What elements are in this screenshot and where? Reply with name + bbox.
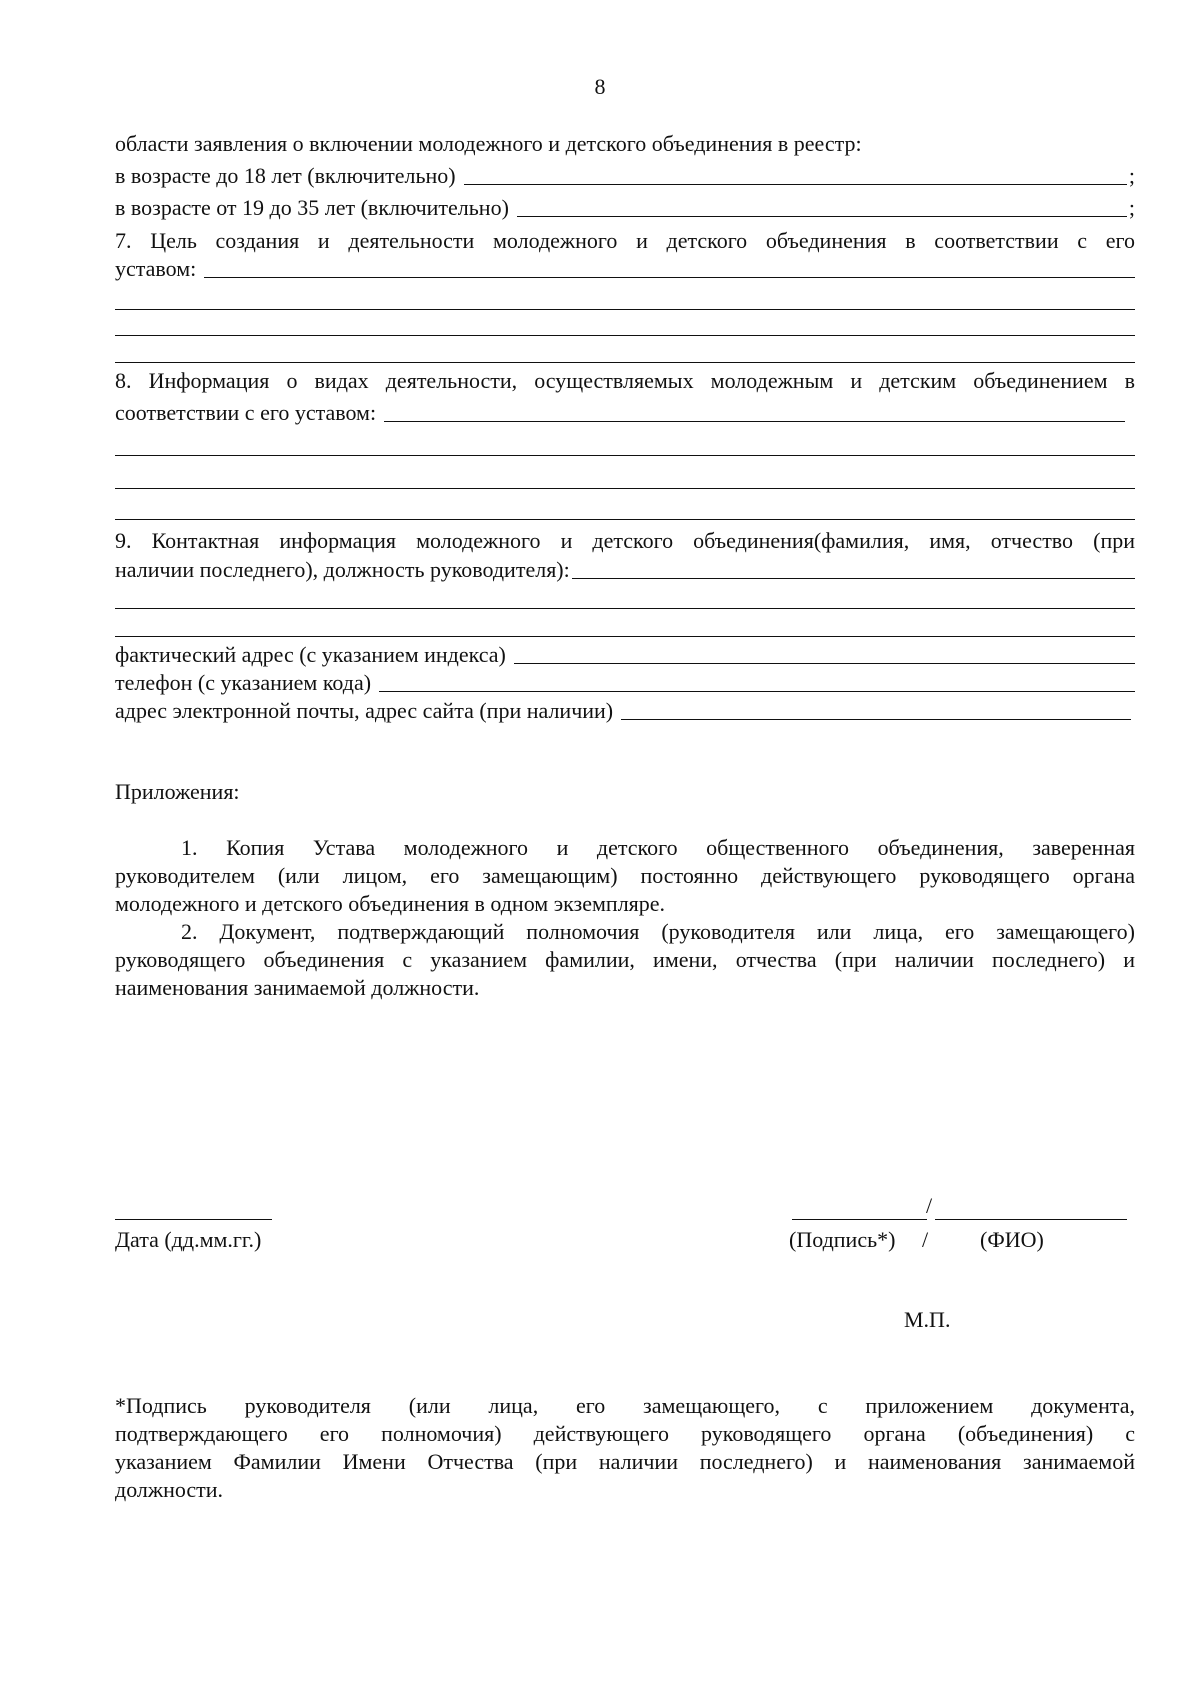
item9-blank-line[interactable] xyxy=(115,608,1135,609)
item8-blank-line[interactable] xyxy=(115,488,1135,489)
attachments-heading: Приложения: xyxy=(115,779,240,804)
footnote-line: указанием Фамилии Имени Отчества (при наличии последнего) и наименования занимаемой xyxy=(115,1449,1135,1474)
attachment-2-line: наименования занимаемой должности. xyxy=(115,975,480,1000)
address-blank[interactable] xyxy=(514,662,1135,664)
address-label: фактический адрес (с указанием индекса) xyxy=(115,642,506,667)
page-number: 8 xyxy=(594,74,606,99)
item8-blank-line[interactable] xyxy=(115,519,1135,520)
email-site-blank[interactable] xyxy=(621,718,1131,720)
item8-blank-line[interactable] xyxy=(115,455,1135,456)
attachment-2-line: руководящего объединения с указанием фамилии, имени, отчества (при наличии последнего) и xyxy=(115,947,1135,972)
phone-field xyxy=(115,670,1135,696)
date-blank-line[interactable] xyxy=(115,1219,272,1220)
footnote-line: *Подпись руководителя (или лица, его замещающего, с приложением документа, xyxy=(115,1393,1135,1418)
item7-line1: 7. Цель создания и деятельности молодежного и детского объединения в соответствии с его xyxy=(115,228,1135,253)
attachment-1-line: руководителем (или лицом, его замещающим) постоянно действующего руководящего органа xyxy=(115,863,1135,888)
footnote xyxy=(115,1392,1135,1504)
age-field-label: в возрасте от 19 до 35 лет (включительно) xyxy=(115,195,509,220)
signature-label-slash: / xyxy=(922,1227,929,1252)
email-site-label: адрес электронной почты, адрес сайта (при наличии) xyxy=(115,698,614,723)
age-field-label: в возрасте до 18 лет (включительно) xyxy=(115,163,456,188)
age-field-19-35 xyxy=(115,195,1135,221)
item9-blank-line[interactable] xyxy=(115,636,1135,637)
item7-blank-line[interactable] xyxy=(115,362,1135,363)
item8-line1: 8. Информация о видах деятельности, осуществляемых молодежным и детским объединением в xyxy=(115,368,1135,393)
attachment-1 xyxy=(115,834,1135,918)
semicolon: ; xyxy=(1128,163,1135,188)
email-site-field xyxy=(115,698,1131,724)
fio-blank-line[interactable] xyxy=(935,1219,1127,1220)
fio-label: (ФИО) xyxy=(980,1227,1044,1252)
age-field-blank[interactable] xyxy=(517,215,1127,217)
signature-blank-line[interactable] xyxy=(792,1219,927,1220)
item9-line1: 9. Контактная информация молодежного и детского объединения(фамилия, имя, отчество (при xyxy=(115,528,1135,553)
footnote-line: должности. xyxy=(115,1477,224,1502)
attachment-1-line: молодежного и детского объединения в одном экземпляре. xyxy=(115,891,666,916)
footnote-line: подтверждающего его полномочия) действующего руководящего органа (объединения) с xyxy=(115,1421,1135,1446)
item7-field xyxy=(115,256,1135,282)
item8-blank[interactable] xyxy=(384,420,1125,422)
phone-blank[interactable] xyxy=(379,690,1135,692)
item7-blank-line[interactable] xyxy=(115,335,1135,336)
date-label: Дата (дд.мм.гг.) xyxy=(115,1227,262,1252)
age-field-blank[interactable] xyxy=(464,183,1127,185)
semicolon: ; xyxy=(1128,195,1135,220)
item7-blank[interactable] xyxy=(204,276,1135,278)
address-field xyxy=(115,642,1135,668)
intro-line: области заявления о включении молодежного и детского объединения в реестр: xyxy=(115,131,862,156)
item8-label: соответствии с его уставом: xyxy=(115,400,377,425)
signature-label: (Подпись*) xyxy=(789,1227,896,1252)
signature-slash: / xyxy=(926,1193,933,1218)
attachment-2-line: 2. Документ, подтверждающий полномочия (руководителя или лица, его замещающего) xyxy=(181,919,1135,944)
attachment-2 xyxy=(115,918,1135,1002)
item7-label: уставом: xyxy=(115,256,197,281)
item9-label: наличии последнего), должность руководителя): xyxy=(115,557,570,582)
item9-field xyxy=(115,557,1135,583)
stamp-label: М.П. xyxy=(904,1307,951,1332)
attachment-1-line: 1. Копия Устава молодежного и детского общественного объединения, заверенная xyxy=(181,835,1135,860)
age-field-under-18 xyxy=(115,163,1135,189)
item7-blank-line[interactable] xyxy=(115,309,1135,310)
item8-field xyxy=(115,400,1125,426)
phone-label: телефон (с указанием кода) xyxy=(115,670,372,695)
item9-blank[interactable] xyxy=(572,577,1135,579)
